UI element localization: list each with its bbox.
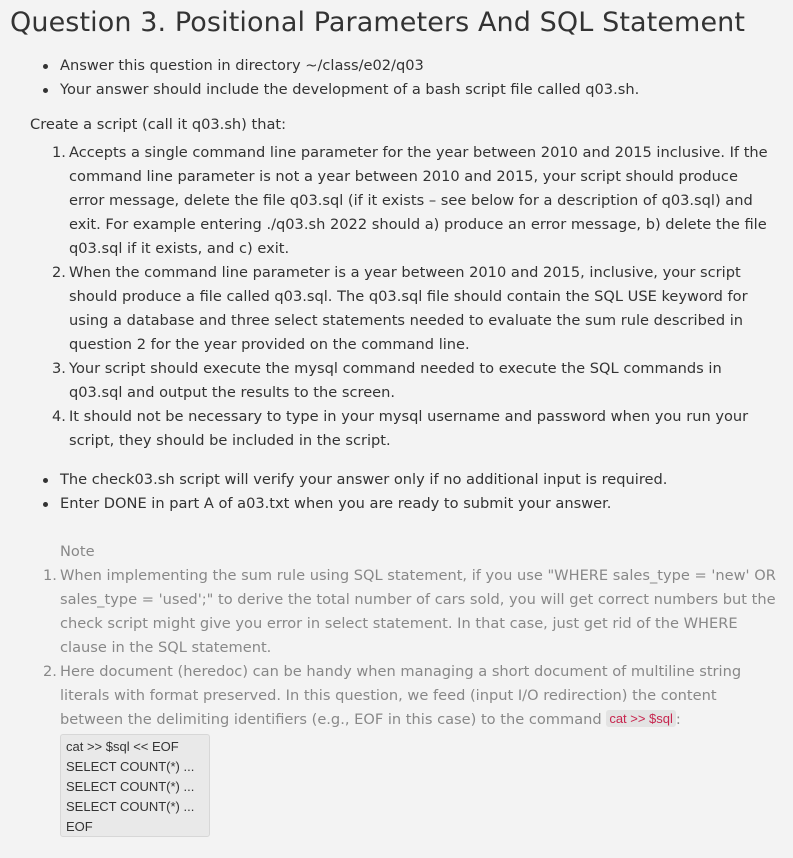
page-title: Question 3. Positional Parameters And SQL Statement: [10, 7, 746, 38]
code-line: EOF: [66, 819, 93, 834]
requirements-list: [52, 141, 774, 453]
list-item: [52, 405, 774, 453]
item-suffix: :: [675, 711, 681, 728]
code-line: cat >> $sql << EOF: [66, 739, 179, 754]
code-line: SELECT COUNT(*) ...: [66, 779, 195, 794]
create-instruction: Create a script (call it q03.sh) that:: [30, 116, 287, 133]
item-text: Here document (heredoc) can be handy when managing a short document of multiline string literals with format preserved. In this question, we feed (input I/O redirection) the content between the delimiting identifiers (e.g., EOF in this case) to the command: [60, 663, 742, 728]
code-line: SELECT COUNT(*) ...: [66, 799, 195, 814]
inline-code: cat >> $sql: [606, 710, 676, 727]
item-number: 1.: [43, 567, 57, 584]
notes-list: [43, 564, 778, 732]
code-block: [60, 734, 210, 837]
item-text: It should not be necessary to type in your mysql username and password when you run your script, they should be included in the script.: [69, 408, 749, 449]
list-item: Enter DONE in part A of a03.txt when you are ready to submit your answer.: [60, 492, 785, 516]
code-line: SELECT COUNT(*) ...: [66, 759, 195, 774]
list-item: [52, 261, 774, 357]
list-item: The check03.sh script will verify your answer only if no additional input is required.: [60, 468, 785, 492]
item-number: 1.: [52, 144, 66, 161]
item-number: 4.: [52, 408, 66, 425]
intro-bullet-list: [60, 54, 785, 102]
list-item: Answer this question in directory ~/class/e02/q03: [60, 54, 785, 78]
item-text: When implementing the sum rule using SQL statement, if you use "WHERE sales_type = 'new' OR sales_type = 'used';" to derive the total number of cars sold, you will get correct numbers but the check script might give you error in select statement. In that case, just get rid of the WHERE clause in the SQL statement.: [60, 567, 776, 656]
list-item: [43, 564, 778, 660]
submission-bullet-list: [60, 468, 785, 516]
list-item: [43, 660, 778, 732]
item-number: 2.: [52, 264, 66, 281]
list-item: Your answer should include the development of a bash script file called q03.sh.: [60, 78, 785, 102]
list-item: [52, 141, 774, 261]
item-text: Accepts a single command line parameter for the year between 2010 and 2015 inclusive. If the command line parameter is not a year between 2010 and 2015, your script should produce error message, delete the file q03.sql (if it exists – see below for a description of q03.sql) and exit. For example entering ./q03.sh 2022 should a) produce an error message, b) delete the file q03.sql if it exists, and c) exit.: [69, 144, 768, 257]
item-number: 3.: [52, 360, 66, 377]
item-number: 2.: [43, 663, 57, 680]
list-item: [52, 357, 774, 405]
item-text: When the command line parameter is a year between 2010 and 2015, inclusive, your script should produce a file called q03.sql. The q03.sql file should contain the SQL USE keyword for using a database and three select statements needed to evaluate the sum rule described in question 2 for the year provided on the command line.: [69, 264, 748, 353]
item-text: Your script should execute the mysql command needed to execute the SQL commands in q03.sql and output the results to the screen.: [69, 360, 722, 401]
note-label: Note: [60, 543, 95, 560]
